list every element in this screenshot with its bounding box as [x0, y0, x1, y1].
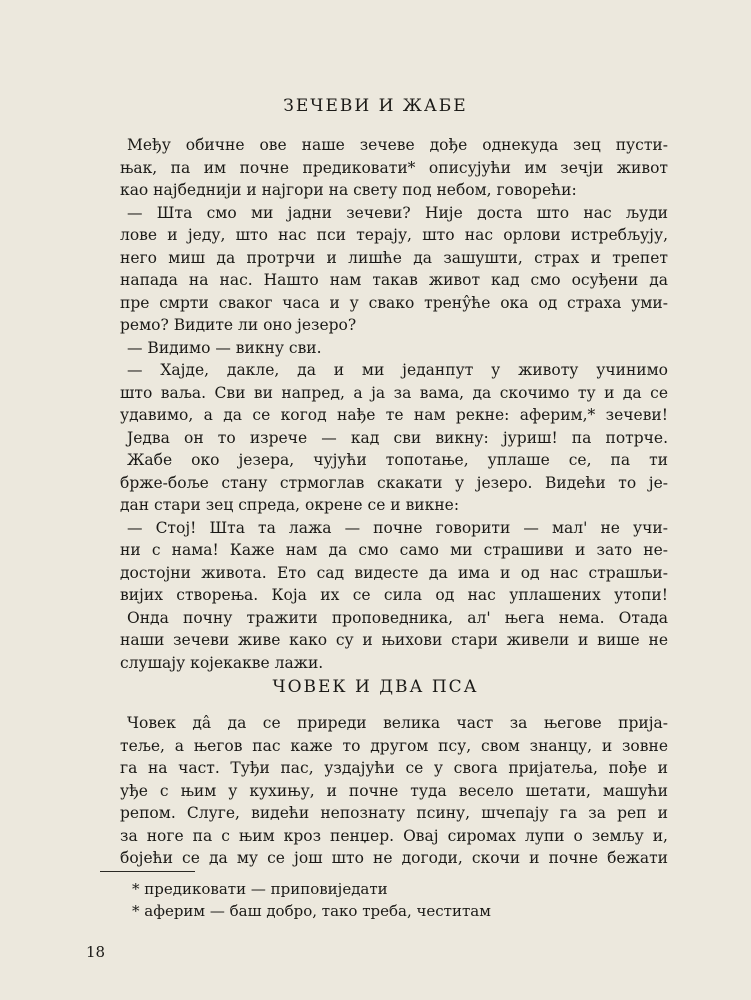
- text-line: слушају којекакве лажи.: [120, 653, 324, 672]
- text-line: удавимо, а да се когод нађе те нам рекне: аферим,* зечеви!: [120, 406, 668, 424]
- text-line: дан стари зец спреда, окрене се и викне:: [120, 496, 460, 514]
- text-line: Једва он то изрече — кад сви викну: јуриш! па потрче.: [127, 428, 668, 447]
- text-line: — Видимо — викну сви.: [127, 338, 322, 357]
- text-line: ремо? Видите ли оно језеро?: [120, 316, 357, 334]
- text-line: Међу обичне ове наше зечеве дође однекуда зец пусти-: [127, 136, 668, 154]
- text-line: напада на нас. Нашто нам такав живот кад смо осуђени да: [120, 271, 668, 289]
- text-line: — Хајде, дакле, да и ми једанпут у животу учинимо: [127, 361, 668, 379]
- story-title-covek-i-dva-psa: ЧОВЕК И ДВА ПСА: [272, 677, 479, 697]
- text-line: што ваља. Сви ви напред, а ја за вама, да скочимо ту и да се: [120, 383, 668, 402]
- text-line: репом. Слуге, видећи непознату псину, шчепају га за реп и: [120, 804, 668, 822]
- text-line: лове и једу, што нас пси терају, што нас орлови истребљују,: [120, 226, 668, 244]
- text-line: него миш да протрчи и лишће да зашушти, страх и трепет: [120, 248, 668, 267]
- text-line: теље, а његов пас каже то другом псу, свом знанцу, и зовне: [120, 736, 668, 755]
- text-line: брже-боље стану стрмоглав скакати у језеро. Видећи то је-: [120, 473, 668, 492]
- text-line: достојни живота. Ето сад видесте да има и од нас страшљи-: [120, 563, 668, 582]
- footnotes: [132, 878, 491, 922]
- footnote-item: * аферим — баш добро, тако треба, честитам: [132, 902, 491, 920]
- page-number: 18: [86, 943, 106, 961]
- text-line: за ноге па с њим кроз пенџер. Овај сиромах лупи о земљу и,: [120, 826, 668, 845]
- footnote-divider: [100, 871, 195, 872]
- text-line: Жабе око језера, чујући топотање, уплаше се, па ти: [127, 451, 668, 469]
- text-line: њак, па им почне предиковати* описујући им зечји живот: [120, 158, 668, 177]
- text-line: ни с нама! Каже нам да смо само ми страшиви и зато не-: [120, 541, 668, 559]
- footnote-item: * предиковати — приповиједати: [132, 880, 388, 898]
- text-line: наши зечеви живе како су и њихови стари живели и више не: [120, 631, 668, 649]
- story-title-zecevi-i-zabe: ЗЕЧЕВИ И ЖАБЕ: [283, 96, 468, 116]
- text-line: уђе с њим у кухињу, и почне туда весело шетати, машући: [120, 781, 668, 800]
- text-line: вијих створења. Која их се сила од нас уплашених утопи!: [120, 586, 668, 604]
- text-line: бојећи се да му се још што не догоди, скочи и почне бежати: [120, 849, 668, 867]
- story-body-covek-i-dva-psa: [120, 712, 668, 870]
- story-body-zecevi-i-zabe: [120, 134, 668, 674]
- text-line: Човек да̂ да се приреди велика част за његове прија-: [127, 714, 668, 732]
- text-line: као најбеднији и најгори на свету под небом, говорећи:: [120, 181, 577, 199]
- text-line: — Стој! Шта та лажа — почне говорити — мал' не учи-: [127, 518, 668, 537]
- text-line: Онда почну тражити проповедника, ал' њега нема. Отада: [127, 608, 668, 627]
- text-line: — Шта смо ми јадни зечеви? Није доста што нас људи: [127, 203, 668, 222]
- text-line: га на част. Туђи пас, уздајући се у свога пријатеља, пође и: [120, 759, 668, 777]
- text-line: пре смрти сваког часа и у свако трену̂ће ока од страха уми-: [120, 293, 668, 312]
